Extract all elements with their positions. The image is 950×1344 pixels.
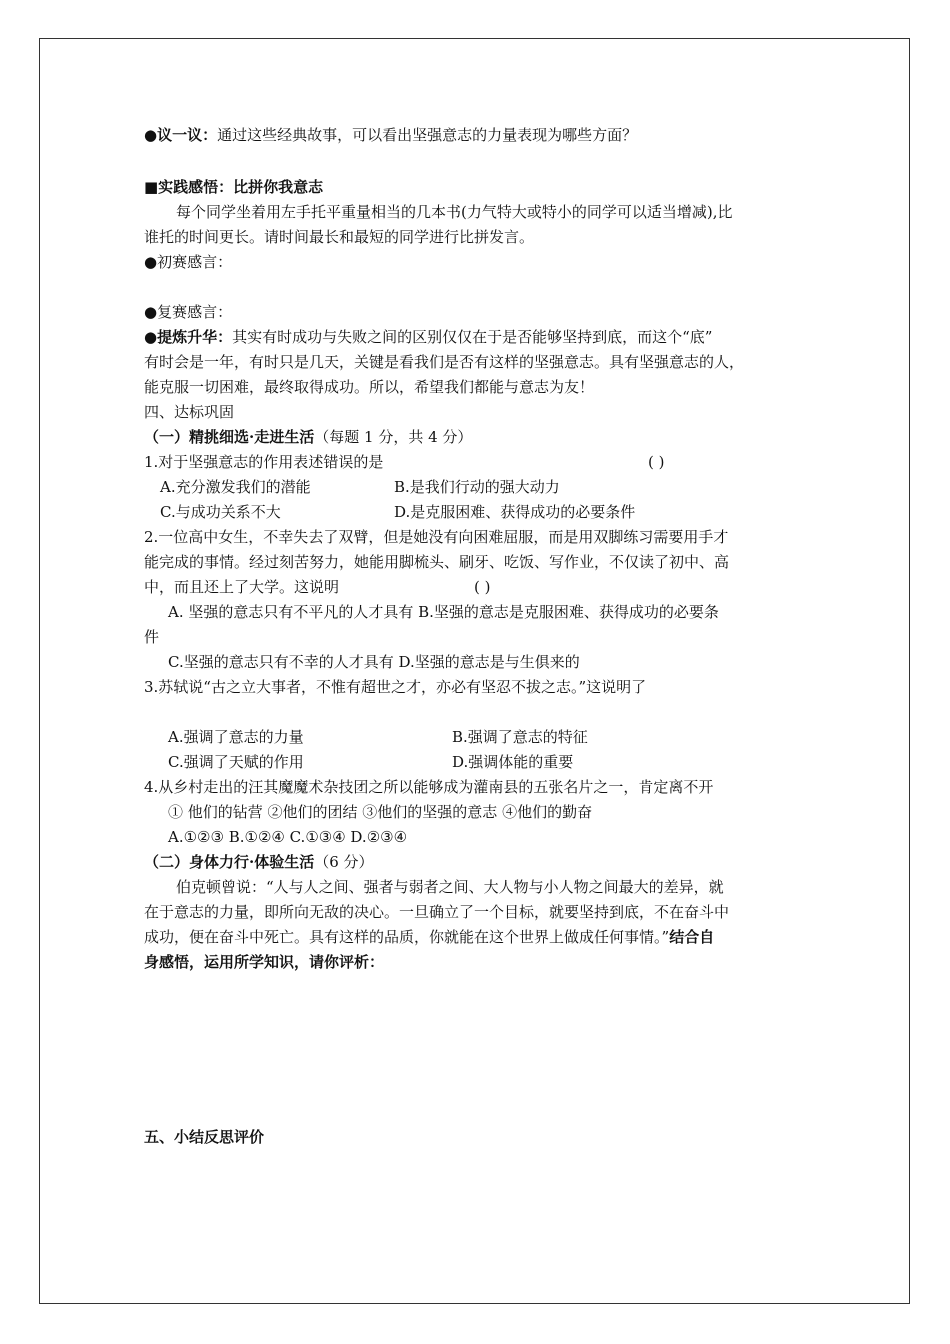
section4-title: 四、达标巩固 bbox=[144, 403, 235, 421]
quote-line3 bbox=[144, 927, 714, 947]
quote-line3-text: 成功，便在奋斗中死亡。具有这样的品质，你就能在这个世界上做成任何事情。” bbox=[144, 928, 670, 946]
q2-options-ab: A. 坚强的意志只有不平凡的人才具有 B.坚强的意志是克服困难、获得成功的必要条 bbox=[168, 603, 719, 621]
refine-text1: 其实有时成功与失败之间的区别仅仅在于是否能够坚持到底，而这个“底” bbox=[232, 328, 713, 346]
q1-option-d: D.是克服困难、获得成功的必要条件 bbox=[394, 503, 636, 521]
q1-option-a: A.充分激发我们的潜能 bbox=[160, 478, 311, 496]
first-round-remarks: ●初赛感言： bbox=[144, 253, 233, 271]
q4-stem: 4.从乡村走出的汪其魔魔术杂技团之所以能够成为灌南县的五张名片之一，肯定离不开 bbox=[144, 778, 714, 796]
q2-line3: 中，而且还上了大学。这说明 bbox=[144, 578, 340, 596]
practice-para2: 谁托的时间更长。请时间最长和最短的同学进行比拼发言。 bbox=[144, 228, 535, 246]
q2-line2: 能完成的事情。经过刻苦努力，她能用脚梳头、刷牙、吃饭、写作业，不仅读了初中、高 bbox=[144, 553, 730, 571]
section5-title: 五、小结反思评价 bbox=[144, 1128, 265, 1146]
q1-stem: 1.对于坚强意志的作用表述错误的是 bbox=[144, 453, 384, 471]
part1-score: （每题 1 分，共 4 分） bbox=[314, 428, 473, 446]
refine-label: ●提炼升华： bbox=[144, 328, 233, 346]
q2-options-cd: C.坚强的意志只有不幸的人才具有 D.坚强的意志是与生俱来的 bbox=[168, 653, 580, 671]
q1-answer-paren: ( ) bbox=[648, 453, 665, 471]
part2-title: （二）身体力行·体验生活 bbox=[144, 853, 315, 871]
second-round-remarks: ●复赛感言： bbox=[144, 303, 233, 321]
refine-line2: 有时会是一年，有时只是几天，关键是看我们是否有这样的坚强意志。具有坚强意志的人， bbox=[144, 353, 745, 371]
part1-title: （一）精挑细选·走进生活 bbox=[144, 428, 315, 446]
quote-line3-bold: 结合自 bbox=[669, 928, 715, 946]
discuss-label: ●议一议： bbox=[144, 126, 218, 144]
quote-line2: 在于意志的力量，即所向无敌的决心。一旦确立了一个目标，就要坚持到底，不在奋斗中 bbox=[144, 903, 730, 921]
q3-stem: 3.苏轼说“古之立大事者，不惟有超世之才，亦必有坚忍不拔之志。”这说明了 bbox=[144, 678, 647, 696]
discuss-line bbox=[144, 125, 637, 145]
part2-score: （6 分） bbox=[314, 853, 374, 871]
practice-title: ■实践感悟：比拼你我意志 bbox=[144, 178, 324, 196]
q4-options: A.①②③ B.①②④ C.①③④ D.②③④ bbox=[168, 828, 408, 846]
q2-options-ab-wrap: 件 bbox=[144, 628, 160, 646]
q3-option-b: B.强调了意志的特征 bbox=[452, 728, 588, 746]
q2-answer-paren: ( ) bbox=[474, 578, 491, 596]
q3-option-d: D.强调体能的重要 bbox=[452, 753, 574, 771]
q1-option-c: C.与成功关系不大 bbox=[160, 503, 281, 521]
part1-heading bbox=[144, 427, 472, 447]
q3-option-a: A.强调了意志的力量 bbox=[168, 728, 304, 746]
part2-heading bbox=[144, 852, 374, 872]
practice-para1: 每个同学坐着用左手托平重量相当的几本书(力气特大或特小的同学可以适当增减),比 bbox=[176, 203, 733, 221]
discuss-text: 通过这些经典故事，可以看出坚强意志的力量表现为哪些方面？ bbox=[217, 126, 638, 144]
q4-items: ① 他们的钻营 ②他们的团结 ③他们的坚强的意志 ④他们的勤奋 bbox=[168, 803, 593, 821]
quote-line1: 伯克顿曾说：“人与人之间、强者与弱者之间、大人物与小人物之间最大的差异，就 bbox=[176, 878, 724, 896]
quote-line4: 身感悟，运用所学知识，请你评析： bbox=[144, 953, 385, 971]
q1-option-b: B.是我们行动的强大动力 bbox=[394, 478, 560, 496]
refine-line3: 能克服一切困难，最终取得成功。所以，希望我们都能与意志为友！ bbox=[144, 378, 595, 396]
q3-option-c: C.强调了天赋的作用 bbox=[168, 753, 304, 771]
q2-line1: 2.一位高中女生，不幸失去了双臂，但是她没有向困难屈服，而是用双脚练习需要用手才 bbox=[144, 528, 729, 546]
refine-line1 bbox=[144, 327, 712, 347]
